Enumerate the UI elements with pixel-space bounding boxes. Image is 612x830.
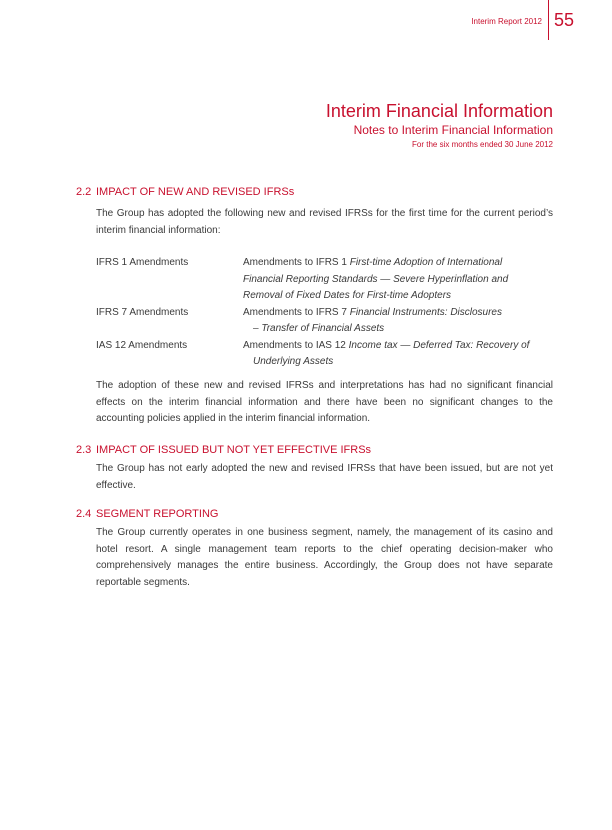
amendment-name: IFRS 7 Amendments xyxy=(96,306,189,318)
section-title: IMPACT OF ISSUED BUT NOT YET EFFECTIVE IFRSs xyxy=(96,444,372,456)
amendment-name: IFRS 1 Amendments xyxy=(96,257,189,268)
amendment-prefix: Amendments to IFRS 7 xyxy=(243,306,350,318)
section-title: SEGMENT REPORTING xyxy=(96,508,219,520)
amendment-title-line: Income tax — Deferred Tax: Recovery of xyxy=(348,339,530,351)
section-intro: The Group has adopted the following new and revised IFRSs for the first time for the current period’s interim financial information: xyxy=(96,208,553,236)
page-title: Interim Financial Information xyxy=(325,101,553,121)
amendment-title-line: Financial Reporting Standards — Severe Hyperinflation and xyxy=(243,273,509,285)
amendment-description xyxy=(243,338,556,371)
running-header xyxy=(0,0,612,40)
section-heading xyxy=(76,185,553,199)
section-heading xyxy=(76,507,553,521)
section-2-2-conclusion xyxy=(76,378,553,428)
section-title: IMPACT OF NEW AND REVISED IFRSs xyxy=(96,186,295,198)
section-2-2 xyxy=(76,185,553,239)
section-2-3 xyxy=(76,443,553,494)
section-conclusion: The adoption of these new and revised IFRSs and interpretations has had no significant financial effects on the interim financial information and there have been no significant changes to the accounting policies applied in the interim financial information. xyxy=(96,380,553,424)
section-2-4 xyxy=(76,507,553,591)
section-heading xyxy=(76,443,553,457)
amendment-row xyxy=(96,305,556,338)
amendment-description xyxy=(243,305,556,338)
section-number: 2.3 xyxy=(76,444,92,456)
amendment-description xyxy=(243,255,556,305)
amendment-row xyxy=(96,255,556,305)
amendment-name: IAS 12 Amendments xyxy=(96,339,188,351)
header-divider xyxy=(548,0,549,40)
amendments-table xyxy=(96,255,556,371)
title-block xyxy=(326,100,553,151)
section-body: The Group has not early adopted the new and revised IFRSs that have been issued, but are not yet effective. xyxy=(96,463,553,491)
section-number: 2.2 xyxy=(76,186,92,198)
reporting-period: For the six months ended 30 June 2012 xyxy=(412,140,553,149)
amendment-prefix: Amendments to IAS 12 xyxy=(243,339,349,351)
amendment-prefix: Amendments to IFRS 1 xyxy=(243,257,350,268)
section-body: The Group currently operates in one business segment, namely, the management of its casino and hotel resort. A single management team reports to the chief operating decision-maker who comprehensively manages the entire business. Accordingly, the Group does not have separate reportable segments. xyxy=(96,527,553,588)
page-number: 55 xyxy=(554,10,575,30)
amendment-row xyxy=(96,338,556,371)
amendment-title-line: Financial Instruments: Disclosures xyxy=(349,306,502,318)
section-number: 2.4 xyxy=(76,508,92,520)
page-subtitle: Notes to Interim Financial Information xyxy=(353,123,553,137)
report-title: Interim Report 2012 xyxy=(471,17,542,26)
amendment-title-line: Underlying Assets xyxy=(253,356,334,367)
amendment-title-line: First-time Adoption of International xyxy=(349,257,503,268)
amendment-title-line: – Transfer of Financial Assets xyxy=(253,323,385,334)
amendment-title-line: Removal of Fixed Dates for First-time Adopters xyxy=(243,290,452,301)
